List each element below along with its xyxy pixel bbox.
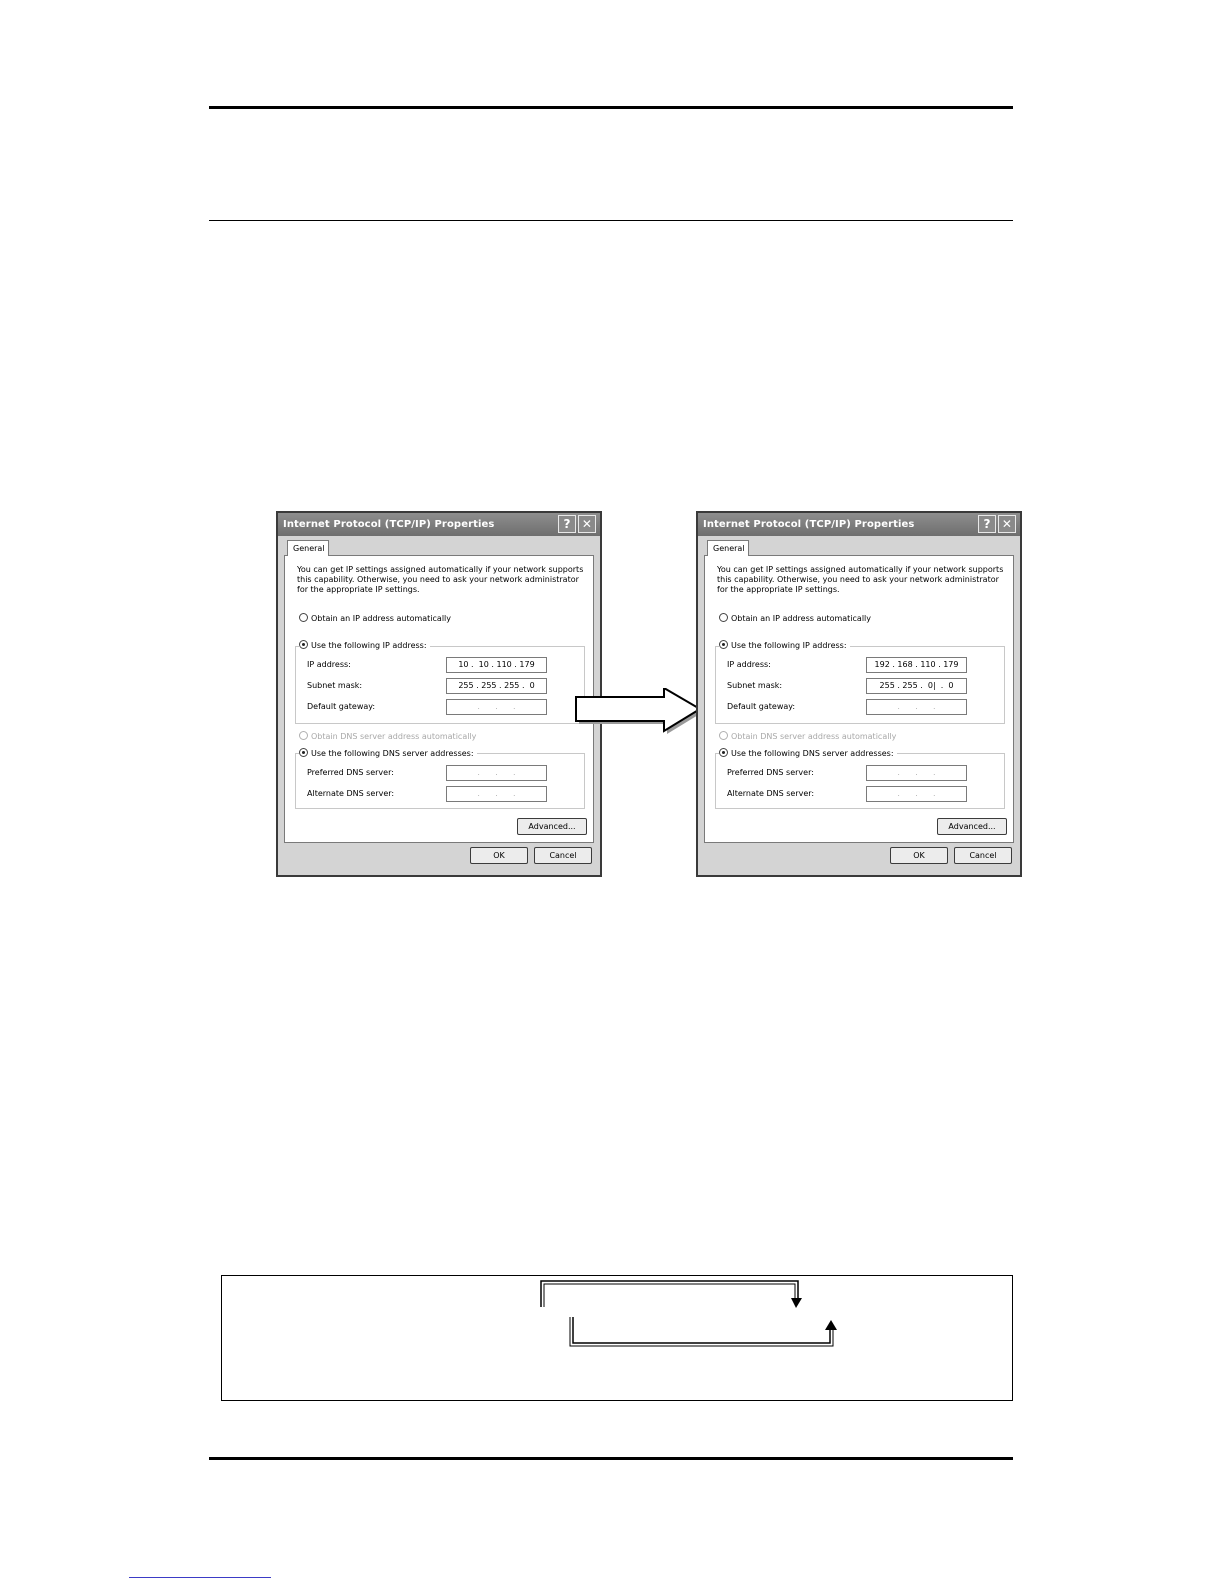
header-rule — [209, 220, 1013, 221]
tcpip-dialog-after — [696, 511, 1022, 877]
close-icon[interactable]: ✕ — [998, 515, 1016, 533]
radio-on-icon — [299, 748, 308, 757]
subnet-mask-label: Subnet mask: — [307, 681, 363, 690]
help-icon[interactable]: ? — [558, 515, 576, 533]
alternate-dns-label: Alternate DNS server: — [307, 789, 395, 798]
close-icon[interactable]: ✕ — [578, 515, 596, 533]
radio-obtain-dns-automatically[interactable]: Obtain DNS server address automatically — [299, 731, 479, 741]
default-gateway-label: Default gateway: — [727, 702, 796, 711]
right-arrow-icon — [575, 688, 709, 738]
preferred-dns-label: Preferred DNS server: — [727, 768, 814, 777]
default-gateway-field[interactable]: . . . — [866, 699, 967, 715]
tab-general[interactable]: General — [707, 540, 749, 556]
radio-off-icon — [719, 613, 728, 622]
routing-arrows-icon — [540, 1280, 840, 1360]
radio-use-following-dns[interactable]: Use the following DNS server addresses: — [719, 748, 897, 758]
top-rule — [209, 106, 1013, 109]
radio-on-icon — [719, 748, 728, 757]
tab-general[interactable]: General — [287, 540, 329, 556]
cancel-button[interactable]: Cancel — [534, 847, 592, 864]
preferred-dns-field[interactable]: . . . — [866, 765, 967, 781]
ip-address-label: IP address: — [727, 660, 771, 669]
general-panel — [704, 555, 1014, 843]
default-gateway-label: Default gateway: — [307, 702, 376, 711]
general-panel — [284, 555, 594, 843]
radio-off-icon — [299, 613, 308, 622]
subnet-mask-field[interactable]: 255 . 255 . 255 . 0 — [446, 678, 547, 694]
radio-obtain-ip-automatically[interactable]: Obtain an IP address automatically — [299, 613, 454, 623]
radio-use-following-ip[interactable]: Use the following IP address: — [719, 640, 850, 650]
alternate-dns-label: Alternate DNS server: — [727, 789, 815, 798]
tcpip-dialog-before — [276, 511, 602, 877]
ok-button[interactable]: OK — [470, 847, 528, 864]
advanced-button[interactable]: Advanced... — [937, 818, 1007, 835]
radio-use-following-dns[interactable]: Use the following DNS server addresses: — [299, 748, 477, 758]
ip-address-label: IP address: — [307, 660, 351, 669]
dialog-title: Internet Protocol (TCP/IP) Properties — [283, 519, 495, 530]
help-icon[interactable]: ? — [978, 515, 996, 533]
radio-disabled-icon — [299, 731, 308, 740]
dialog-titlebar — [278, 513, 600, 536]
footer-link-underline[interactable] — [129, 1577, 271, 1578]
ok-button[interactable]: OK — [890, 847, 948, 864]
default-gateway-field[interactable]: . . . — [446, 699, 547, 715]
preferred-dns-field[interactable]: . . . — [446, 765, 547, 781]
radio-use-following-ip[interactable]: Use the following IP address: — [299, 640, 430, 650]
alternate-dns-field[interactable]: . . . — [866, 786, 967, 802]
ip-address-field[interactable]: 10 . 10 . 110 . 179 — [446, 657, 547, 673]
preferred-dns-label: Preferred DNS server: — [307, 768, 394, 777]
subnet-mask-field[interactable]: 255 . 255 . 0| . 0 — [866, 678, 967, 694]
cancel-button[interactable]: Cancel — [954, 847, 1012, 864]
bottom-rule — [209, 1457, 1013, 1460]
advanced-button[interactable]: Advanced... — [517, 818, 587, 835]
radio-obtain-dns-automatically[interactable]: Obtain DNS server address automatically — [719, 731, 899, 741]
alternate-dns-field[interactable]: . . . — [446, 786, 547, 802]
subnet-mask-label: Subnet mask: — [727, 681, 783, 690]
radio-on-icon — [719, 640, 728, 649]
radio-on-icon — [299, 640, 308, 649]
description-text: You can get IP settings assigned automatically if your network supports this capability. Otherwise, you need to ask your network administrator for the appropriate IP settings. — [297, 565, 584, 594]
dialog-title: Internet Protocol (TCP/IP) Properties — [703, 519, 915, 530]
radio-disabled-icon — [719, 731, 728, 740]
description-text: You can get IP settings assigned automatically if your network supports this capability. Otherwise, you need to ask your network administrator for the appropriate IP settings. — [717, 565, 1004, 594]
ip-address-field[interactable]: 192 . 168 . 110 . 179 — [866, 657, 967, 673]
radio-obtain-ip-automatically[interactable]: Obtain an IP address automatically — [719, 613, 874, 623]
dialog-titlebar — [698, 513, 1020, 536]
